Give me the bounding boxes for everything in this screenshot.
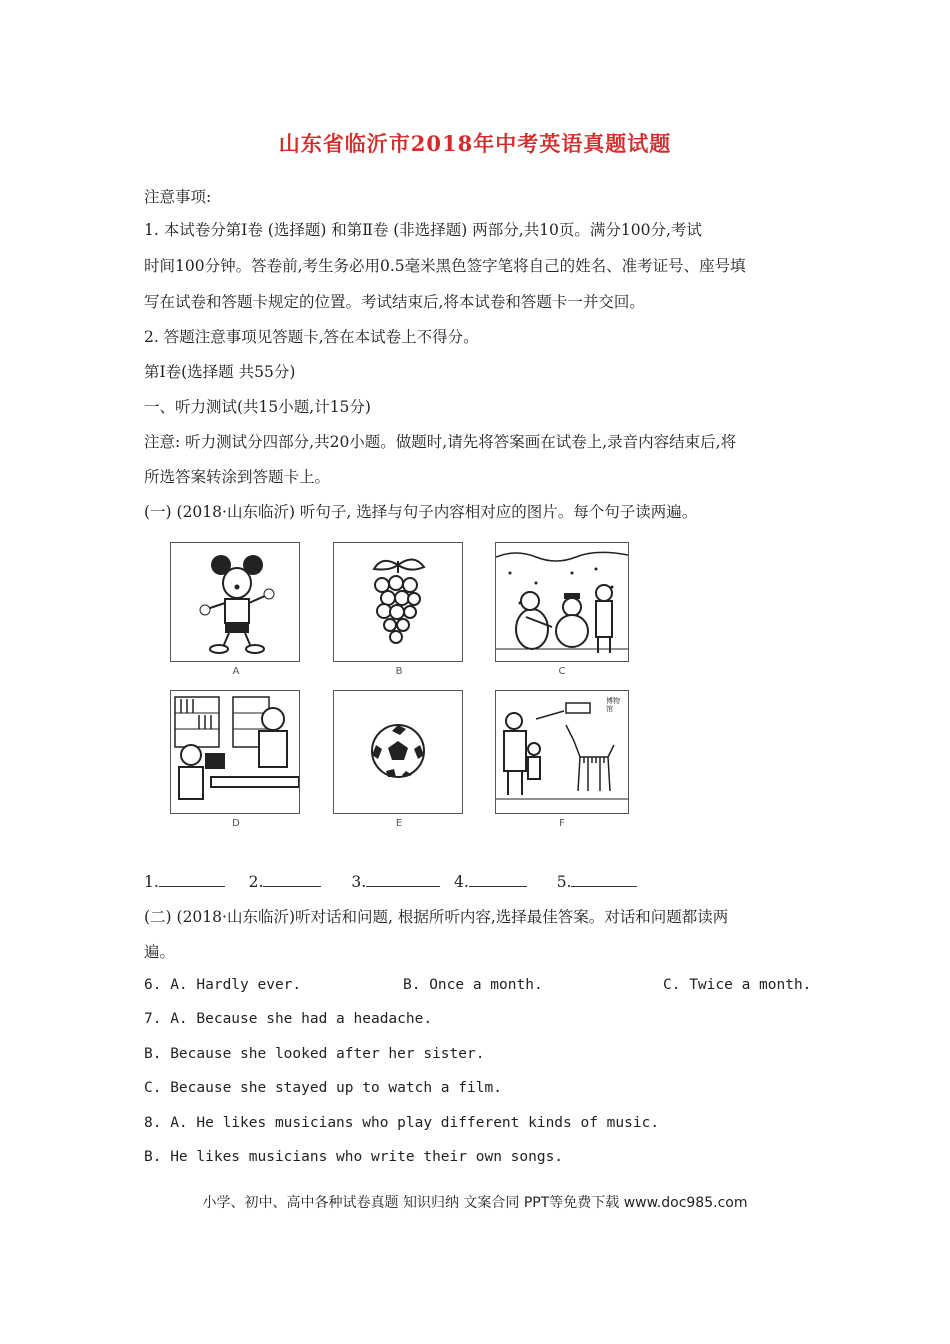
question-8-b: B. He likes musicians who write their own songs. (144, 1149, 564, 1165)
note1-line3: 写在试卷和答题卡规定的位置。考试结束后,将本试卷和答题卡一并交回。 (144, 293, 645, 311)
snowman-scene-icon (496, 543, 628, 661)
museum-sign: 博物馆 (606, 697, 620, 713)
picture-a (170, 542, 300, 662)
football-icon (334, 691, 462, 813)
note1-line2: 时间100分钟。答卷前,考生务必用0.5毫米黑色签字笔将自己的姓名、准考证号、座号填 (144, 257, 746, 275)
listening-note-line2: 所选答案转涂到答题卡上。 (144, 468, 331, 486)
picture-f-label: F (559, 818, 565, 829)
blank-4[interactable] (469, 872, 527, 887)
sub1-instruction: (一) (2018·山东临沂) 听句子, 选择与句子内容相对应的图片。每个句子读两遍。 (144, 503, 698, 521)
picture-f (495, 690, 629, 814)
listening-note-line1: 注意: 听力测试分四部分,共20小题。做题时,请先将答案画在试卷上,录音内容结束后,将 (144, 433, 737, 451)
question-6-c: C. Twice a month. (663, 977, 812, 993)
picture-c-label: C (558, 666, 566, 677)
section1-heading: 一、听力测试(共15小题,计15分) (144, 398, 371, 416)
blank-1[interactable] (159, 872, 225, 887)
question-8-a: 8. A. He likes musicians who play different kinds of music. (144, 1115, 660, 1131)
picture-e (333, 690, 463, 814)
picture-d-label: D (232, 818, 240, 829)
question-6-b: B. Once a month. (403, 977, 543, 993)
grapes-icon (334, 543, 462, 661)
question-7-b: B. Because she looked after her sister. (144, 1046, 485, 1062)
picture-a-label: A (232, 666, 240, 677)
blank-3[interactable] (366, 872, 440, 887)
blank-label-1: 1. (144, 873, 159, 891)
blank-label-5: 5. (556, 873, 572, 891)
question-7-a: 7. A. Because she had a headache. (144, 1011, 433, 1027)
library-scene-icon (171, 691, 299, 813)
footer-text: 小学、初中、高中各种试卷真题 知识归纳 文案合同 PPT等免费下载 www.doc985.com (202, 1195, 748, 1211)
blank-label-2: 2. (248, 873, 264, 891)
picture-d (170, 690, 300, 814)
part1-heading: 第Ⅰ卷(选择题 共55分) (144, 363, 296, 381)
picture-c (495, 542, 629, 662)
picture-b (333, 542, 463, 662)
answer-blanks (144, 872, 637, 891)
blank-label-4: 4. (454, 873, 469, 891)
picture-e-label: E (395, 818, 403, 829)
blank-5[interactable] (571, 872, 637, 887)
note1-line1: 1. 本试卷分第Ⅰ卷 (选择题) 和第Ⅱ卷 (非选择题) 两部分,共10页。满分100分,考试 (144, 221, 702, 239)
mouse-cartoon-icon (171, 543, 299, 661)
picture-b-label: B (395, 666, 403, 677)
notes-heading: 注意事项: (144, 188, 212, 206)
question-7-c: C. Because she stayed up to watch a film. (144, 1080, 502, 1096)
blank-2[interactable] (263, 872, 321, 887)
sub2-instruction-line1: (二) (2018·山东临沂)听对话和问题, 根据所听内容,选择最佳答案。对话和问题都读两 (144, 908, 729, 926)
document-title: 山东省临沂市2018年中考英语真题试题 (278, 131, 672, 156)
question-6-a: 6. A. Hardly ever. (144, 977, 302, 993)
blank-label-3: 3. (351, 873, 367, 891)
note2: 2. 答题注意事项见答题卡,答在本试卷上不得分。 (144, 328, 479, 346)
sub2-instruction-line2: 遍。 (144, 943, 176, 961)
